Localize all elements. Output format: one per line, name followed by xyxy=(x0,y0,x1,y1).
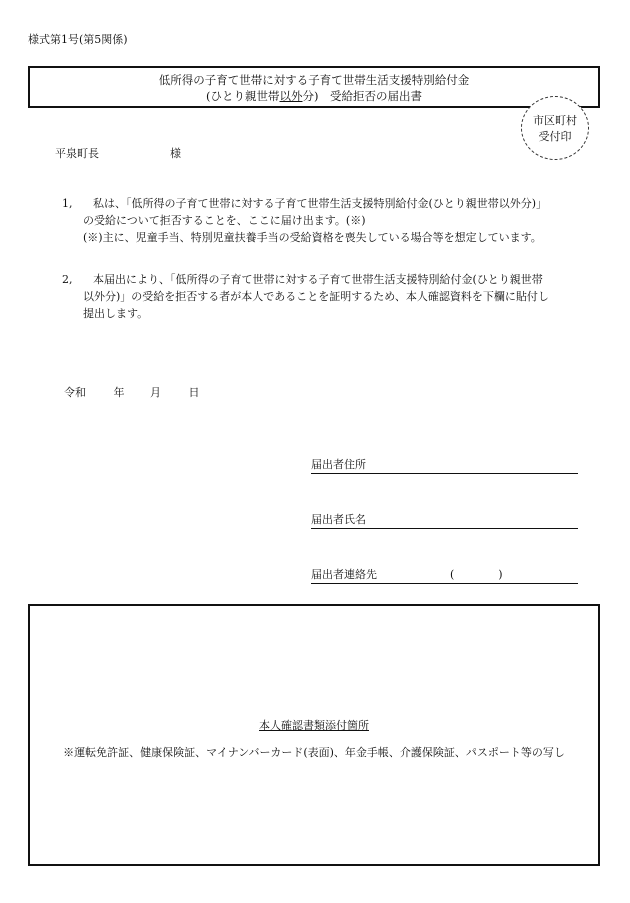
applicant-name-label: 届出者氏名 xyxy=(311,513,366,526)
applicant-address-label: 届出者住所 xyxy=(311,458,366,471)
date-day: 日 xyxy=(188,386,200,399)
title-line2-suffix: 分) 受給拒否の届出書 xyxy=(302,89,422,103)
applicant-address-field[interactable] xyxy=(311,457,578,474)
addressee-name: 平泉町長 xyxy=(55,147,99,160)
title-line2-underlined: 以外 xyxy=(279,89,303,103)
item-line: の受給について拒否することを、ここに届け出ます。(※) xyxy=(83,214,366,227)
date-era: 令和 xyxy=(64,386,86,399)
applicant-name-field[interactable] xyxy=(311,512,578,529)
item-line: 提出します。 xyxy=(83,307,149,320)
item-number: 1, xyxy=(62,197,73,210)
title-line2-prefix: (ひとり親世帯 xyxy=(206,89,280,103)
reception-stamp-area xyxy=(521,96,589,160)
date-month: 月 xyxy=(150,386,161,399)
item-line: 本届出により、「低所得の子育て世帯に対する子育て世帯生活支援特別給付金(ひとり親世帯 xyxy=(93,273,543,286)
date-year: 年 xyxy=(113,386,125,399)
item-line: (※)主に、児童手当、特別児童扶養手当の受給資格を喪失している場合等を想定しています。 xyxy=(83,231,542,244)
stamp-line1: 市区町村 xyxy=(533,114,577,127)
document-title-line1: 低所得の子育て世帯に対する子育て世帯生活支援特別給付金 xyxy=(158,73,470,87)
date-row xyxy=(64,384,200,400)
applicant-contact-field[interactable] xyxy=(311,567,578,584)
item-number: 2, xyxy=(62,273,73,286)
stamp-line2: 受付印 xyxy=(538,130,572,143)
applicant-contact-label: 届出者連絡先 xyxy=(311,568,377,581)
item-line: 以外分)」の受給を拒否する者が本人であることを証明するため、本人確認資料を下欄に貼付し xyxy=(83,290,549,303)
attachment-note: ※運転免許証、健康保険証、マイナンバーカード(表面)、年金手帳、介護保険証、パスポート等の写し xyxy=(63,746,565,759)
item-text xyxy=(83,271,588,322)
item-line: 私は、「低所得の子育て世帯に対する子育て世帯生活支援特別給付金(ひとり親世帯以外分)」 xyxy=(93,197,548,210)
document-title-box xyxy=(28,66,600,108)
id-document-attachment-area xyxy=(28,604,600,866)
document-title-line2 xyxy=(30,88,598,104)
addressee-honorific: 様 xyxy=(170,147,181,160)
attachment-title: 本人確認書類添付箇所 xyxy=(259,719,369,732)
form-number: 様式第1号(第5関係) xyxy=(28,33,128,46)
item-text xyxy=(83,195,588,246)
applicant-contact-paren: ( ) xyxy=(450,568,503,581)
